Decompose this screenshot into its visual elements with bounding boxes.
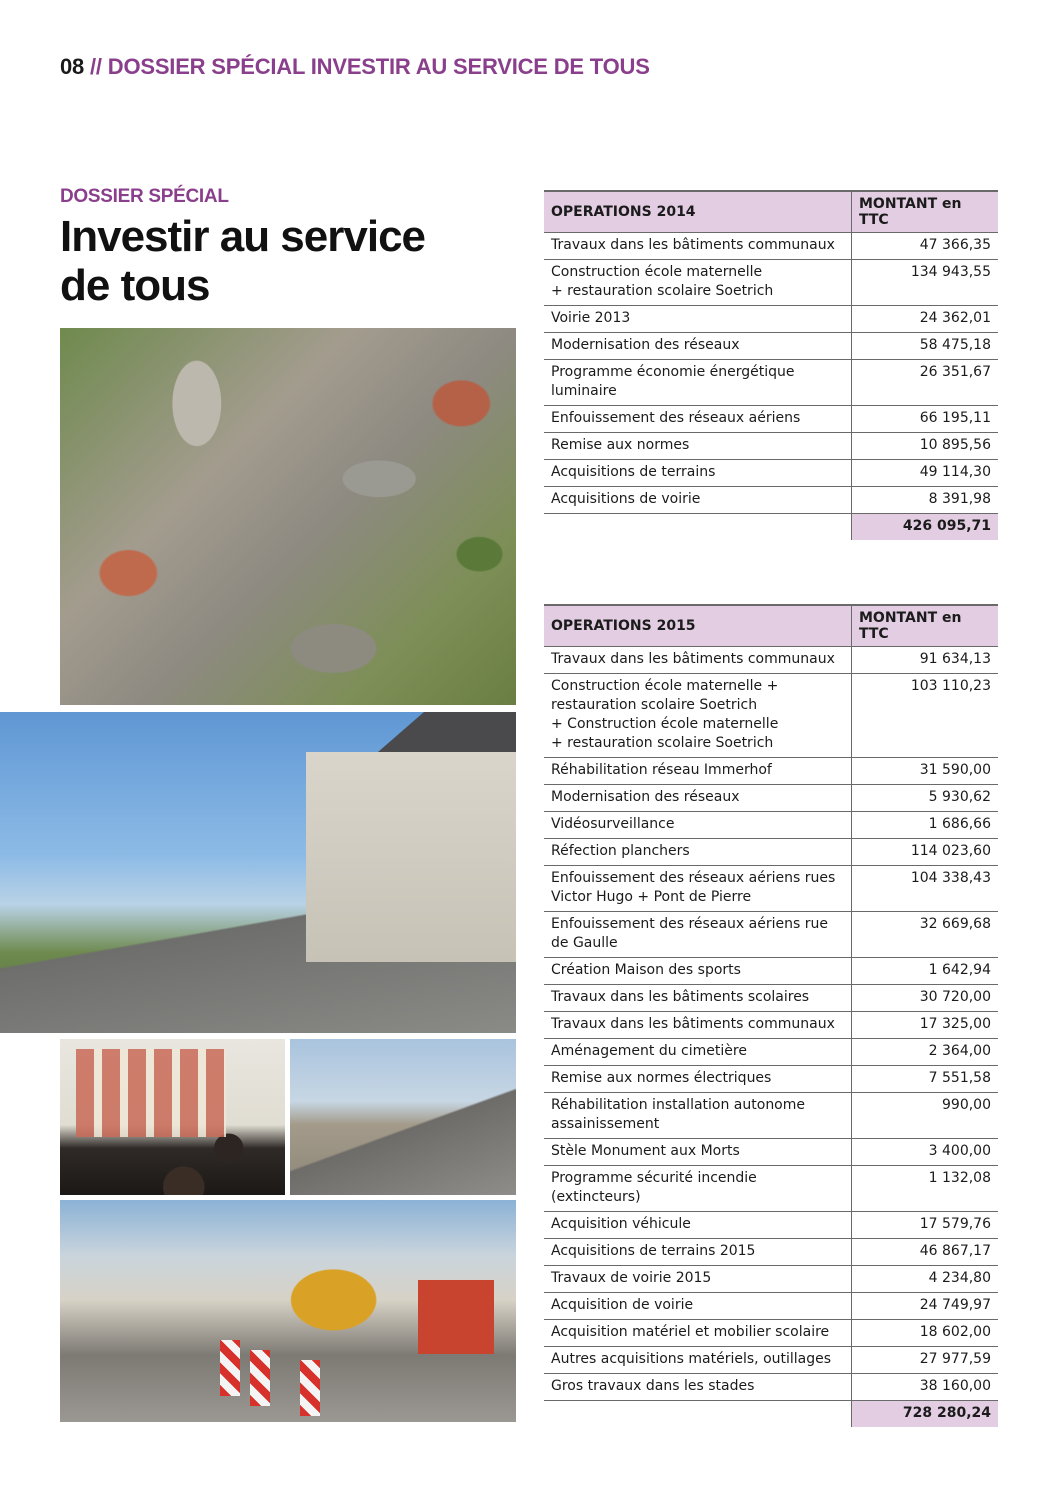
- article-kicker: DOSSIER SPÉCIAL: [60, 186, 229, 207]
- operation-label: Acquisitions de voirie: [544, 487, 852, 514]
- house-wall-shape: [306, 752, 516, 962]
- operation-label: Programme économie énergétique luminaire: [544, 360, 852, 406]
- operation-amount: 17 579,76: [852, 1212, 999, 1239]
- table-row: [544, 1374, 998, 1401]
- operation-amount: 18 602,00: [852, 1320, 999, 1347]
- operation-label: Voirie 2013: [544, 306, 852, 333]
- operation-amount: 114 023,60: [852, 839, 999, 866]
- operation-amount: 32 669,68: [852, 912, 999, 958]
- operation-amount: 1 686,66: [852, 812, 999, 839]
- operations-2014-rows: [544, 233, 998, 541]
- page-number: 08: [60, 54, 85, 79]
- table-row: [544, 1266, 998, 1293]
- operation-amount: 31 590,00: [852, 758, 999, 785]
- operation-label: Construction école maternelle + restauration scolaire Soetrich + Construction école maternelle + restauration scolaire Soetrich: [544, 674, 852, 758]
- operation-label: Acquisitions de terrains 2015: [544, 1239, 852, 1266]
- operation-label: Gros travaux dans les stades: [544, 1374, 852, 1401]
- operation-label: Travaux dans les bâtiments communaux: [544, 647, 852, 674]
- table-row: [544, 839, 998, 866]
- operation-label: Construction école maternelle + restauration scolaire Soetrich: [544, 260, 852, 306]
- operation-label: Enfouissement des réseaux aériens rues Victor Hugo + Pont de Pierre: [544, 866, 852, 912]
- operation-amount: 26 351,67: [852, 360, 999, 406]
- operation-amount: 104 338,43: [852, 866, 999, 912]
- table-row: [544, 985, 998, 1012]
- operation-amount: 24 362,01: [852, 306, 999, 333]
- table-header-row: [544, 605, 998, 647]
- operations-2015-rows: [544, 647, 998, 1428]
- table-row: [544, 1212, 998, 1239]
- table-row: [544, 487, 998, 514]
- table-row: [544, 260, 998, 306]
- column-header-amount: MONTANT en TTC: [852, 605, 999, 647]
- operation-amount: 49 114,30: [852, 460, 999, 487]
- operation-amount: 103 110,23: [852, 674, 999, 758]
- operations-2014-table: [544, 190, 998, 540]
- operation-amount: 24 749,97: [852, 1293, 999, 1320]
- table-row: [544, 758, 998, 785]
- operation-amount: 1 132,08: [852, 1166, 999, 1212]
- operation-amount: 30 720,00: [852, 985, 999, 1012]
- operation-label: Enfouissement des réseaux aériens rue de Gaulle: [544, 912, 852, 958]
- operation-label: Travaux de voirie 2015: [544, 1266, 852, 1293]
- table-row: [544, 1293, 998, 1320]
- operation-label: Stèle Monument aux Morts: [544, 1139, 852, 1166]
- table-row: [544, 1347, 998, 1374]
- operation-label: Acquisition de voirie: [544, 1293, 852, 1320]
- table-row: [544, 647, 998, 674]
- table-row: [544, 1093, 998, 1139]
- table-row: [544, 1066, 998, 1093]
- table-row: [544, 333, 998, 360]
- total-spacer: [544, 514, 852, 541]
- table-row: [544, 360, 998, 406]
- operation-amount: 10 895,56: [852, 433, 999, 460]
- operation-label: Travaux dans les bâtiments communaux: [544, 1012, 852, 1039]
- total-row: [544, 1401, 998, 1428]
- table-row: [544, 812, 998, 839]
- table-row: [544, 1139, 998, 1166]
- public-meeting-photo: [60, 1039, 285, 1195]
- table-row: [544, 306, 998, 333]
- operation-amount: 1 642,94: [852, 958, 999, 985]
- total-row: [544, 514, 998, 541]
- headline-line-2: de tous: [60, 261, 210, 310]
- operation-label: Modernisation des réseaux: [544, 785, 852, 812]
- total-spacer: [544, 1401, 852, 1428]
- operation-label: Aménagement du cimetière: [544, 1039, 852, 1066]
- column-header-operations: OPERATIONS 2014: [544, 191, 852, 233]
- operation-label: Acquisition matériel et mobilier scolaire: [544, 1320, 852, 1347]
- operation-label: Programme sécurité incendie (extincteurs): [544, 1166, 852, 1212]
- total-amount: 728 280,24: [852, 1401, 999, 1428]
- operation-label: Vidéosurveillance: [544, 812, 852, 839]
- operation-label: Réfection planchers: [544, 839, 852, 866]
- street-utility-poles-photo: [0, 712, 516, 1033]
- column-header-amount: MONTANT en TTC: [852, 191, 999, 233]
- operation-label: Remise aux normes électriques: [544, 1066, 852, 1093]
- operation-label: Réhabilitation réseau Immerhof: [544, 758, 852, 785]
- new-road-photo: [290, 1039, 516, 1195]
- operation-label: Enfouissement des réseaux aériens: [544, 406, 852, 433]
- operation-amount: 27 977,59: [852, 1347, 999, 1374]
- column-header-operations: OPERATIONS 2015: [544, 605, 852, 647]
- table-header-row: [544, 191, 998, 233]
- operation-amount: 38 160,00: [852, 1374, 999, 1401]
- operation-label: Création Maison des sports: [544, 958, 852, 985]
- table-row: [544, 233, 998, 260]
- operation-label: Remise aux normes: [544, 433, 852, 460]
- operation-amount: 5 930,62: [852, 785, 999, 812]
- total-amount: 426 095,71: [852, 514, 999, 541]
- header-separator: //: [90, 54, 102, 79]
- table-row: [544, 433, 998, 460]
- table-row: [544, 1039, 998, 1066]
- operation-amount: 134 943,55: [852, 260, 999, 306]
- operation-label: Autres acquisitions matériels, outillages: [544, 1347, 852, 1374]
- projection-screen-shape: [76, 1049, 226, 1137]
- page-header: [60, 54, 650, 80]
- operation-amount: 3 400,00: [852, 1139, 999, 1166]
- table-row: [544, 674, 998, 758]
- operations-2015-table: [544, 604, 998, 1427]
- table-row: [544, 785, 998, 812]
- table-row: [544, 1166, 998, 1212]
- operation-label: Travaux dans les bâtiments communaux: [544, 233, 852, 260]
- operation-amount: 2 364,00: [852, 1039, 999, 1066]
- truck-shape: [418, 1280, 494, 1354]
- operation-label: Acquisitions de terrains: [544, 460, 852, 487]
- operation-label: Travaux dans les bâtiments scolaires: [544, 985, 852, 1012]
- barrier-sign: [300, 1360, 320, 1416]
- table-row: [544, 406, 998, 433]
- operation-amount: 8 391,98: [852, 487, 999, 514]
- table-row: [544, 912, 998, 958]
- header-title: DOSSIER SPÉCIAL INVESTIR AU SERVICE DE TOUS: [107, 54, 650, 79]
- article-headline: [60, 212, 500, 310]
- operation-amount: 7 551,58: [852, 1066, 999, 1093]
- roadworks-photo: [60, 1200, 516, 1422]
- operation-amount: 990,00: [852, 1093, 999, 1139]
- operation-amount: 17 325,00: [852, 1012, 999, 1039]
- operation-amount: 4 234,80: [852, 1266, 999, 1293]
- table-row: [544, 958, 998, 985]
- operation-amount: 91 634,13: [852, 647, 999, 674]
- operation-amount: 47 366,35: [852, 233, 999, 260]
- table-row: [544, 1320, 998, 1347]
- barrier-sign: [250, 1350, 270, 1406]
- barrier-sign: [220, 1340, 240, 1396]
- table-row: [544, 1239, 998, 1266]
- headline-line-1: Investir au service: [60, 212, 426, 261]
- operation-amount: 66 195,11: [852, 406, 999, 433]
- table-row: [544, 460, 998, 487]
- table-row: [544, 866, 998, 912]
- operation-label: Acquisition véhicule: [544, 1212, 852, 1239]
- operation-label: Modernisation des réseaux: [544, 333, 852, 360]
- operation-amount: 46 867,17: [852, 1239, 999, 1266]
- operation-label: Réhabilitation installation autonome assainissement: [544, 1093, 852, 1139]
- operation-amount: 58 475,18: [852, 333, 999, 360]
- aerial-village-photo: [60, 328, 516, 705]
- table-row: [544, 1012, 998, 1039]
